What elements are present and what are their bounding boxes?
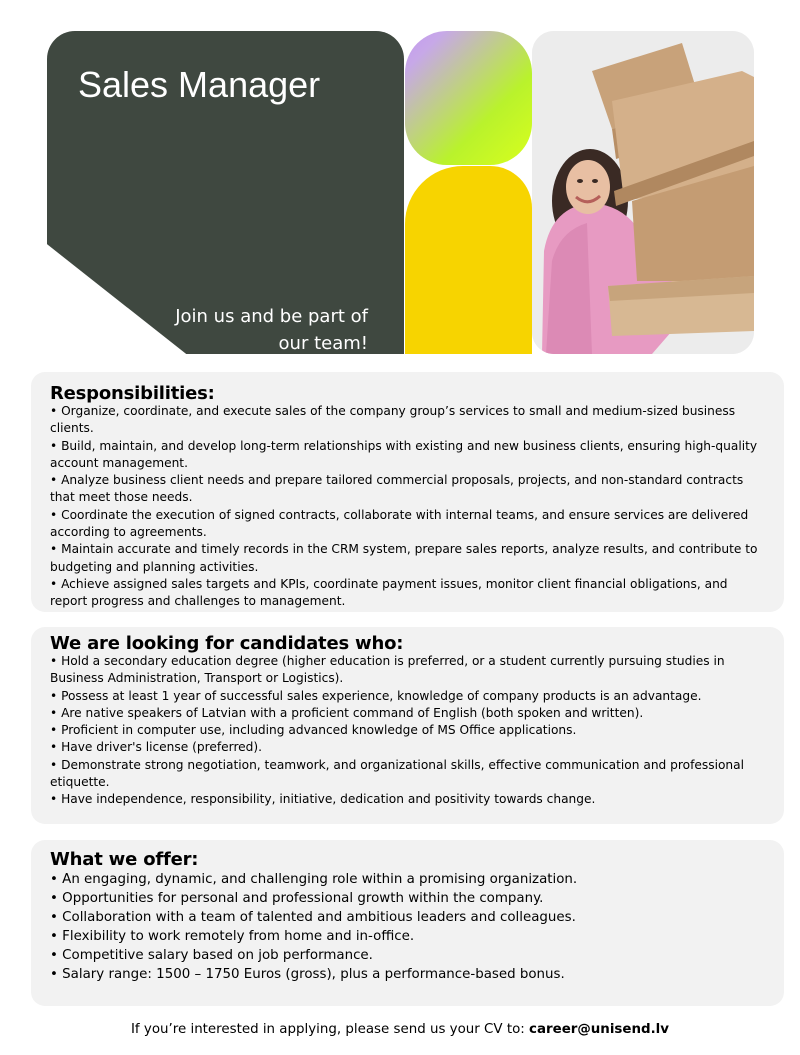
list-item: • Competitive salary based on job performance. [50, 948, 373, 963]
candidates-section [31, 627, 784, 824]
list-item: • Hold a secondary education degree (higher education is preferred, or a student currently pursuing studies in Business Administration, Transport or Logistics). [50, 654, 725, 686]
list-item: • Salary range: 1500 – 1750 Euros (gross), plus a performance-based bonus. [50, 967, 565, 982]
responsibilities-heading: Responsibilities: [50, 383, 215, 404]
offer-section [31, 840, 784, 1006]
list-item: • Are native speakers of Latvian with a proficient command of English (both spoken and written). [50, 705, 644, 720]
list-item: • Have driver's license (preferred). [50, 740, 263, 755]
list-item: • Maintain accurate and timely records in the CRM system, prepare sales reports, analyze results, and contribute to budgeting and planning activities. [50, 542, 758, 574]
list-item: • Proficient in computer use, including advanced knowledge of MS Office applications. [50, 723, 577, 738]
woman-with-boxes-image [532, 31, 754, 354]
list-item: • Coordinate the execution of signed contracts, collaborate with internal teams, and ensure services are delivered according to agreements. [50, 507, 749, 540]
candidates-heading: We are looking for candidates who: [50, 633, 404, 654]
responsibilities-list [50, 403, 784, 611]
footer-text: If you’re interested in applying, please send us your CV to: [130, 1022, 530, 1037]
list-item: • Opportunities for personal and professional growth within the company. [50, 891, 544, 906]
list-item: • Organize, coordinate, and execute sales of the company group’s services to small and medium-sized business clients. [50, 404, 736, 436]
footer [0, 1022, 800, 1037]
page-title: Sales Manager [78, 64, 321, 105]
list-item: • Analyze business client needs and prepare tailored commercial proposals, projects, and non-standard contracts that meet those needs. [50, 473, 744, 505]
responsibilities-section [31, 372, 784, 612]
list-item: • An engaging, dynamic, and challenging role within a promising organization. [50, 872, 578, 887]
list-item: • Have independence, responsibility, initiative, dedication and positivity towards change. [50, 792, 596, 807]
contact-email[interactable]: career@unisend.lv [529, 1022, 669, 1037]
list-item: • Achieve assigned sales targets and KPIs, coordinate payment issues, monitor client financial obligations, and report progress and challenges to management. [50, 576, 728, 609]
hero-tagline: Join us and be part of our team! [175, 306, 368, 354]
hero-photo [532, 31, 754, 354]
offer-list [50, 870, 784, 984]
yellow-shape [405, 166, 532, 354]
list-item: • Demonstrate strong negotiation, teamwork, and organizational skills, effective communication and professional etiquette. [50, 757, 745, 790]
list-item: • Build, maintain, and develop long-term relationships with existing and new business clients, ensuring high-quality account management. [50, 438, 758, 470]
list-item: • Flexibility to work remotely from home and in-office. [50, 929, 415, 944]
candidates-list [50, 653, 784, 809]
offer-heading: What we offer: [50, 849, 199, 870]
list-item: • Collaboration with a team of talented and ambitious leaders and colleagues. [50, 910, 576, 925]
list-item: • Possess at least 1 year of successful sales experience, knowledge of company products is an advantage. [50, 688, 702, 703]
gradient-shape [405, 31, 532, 165]
